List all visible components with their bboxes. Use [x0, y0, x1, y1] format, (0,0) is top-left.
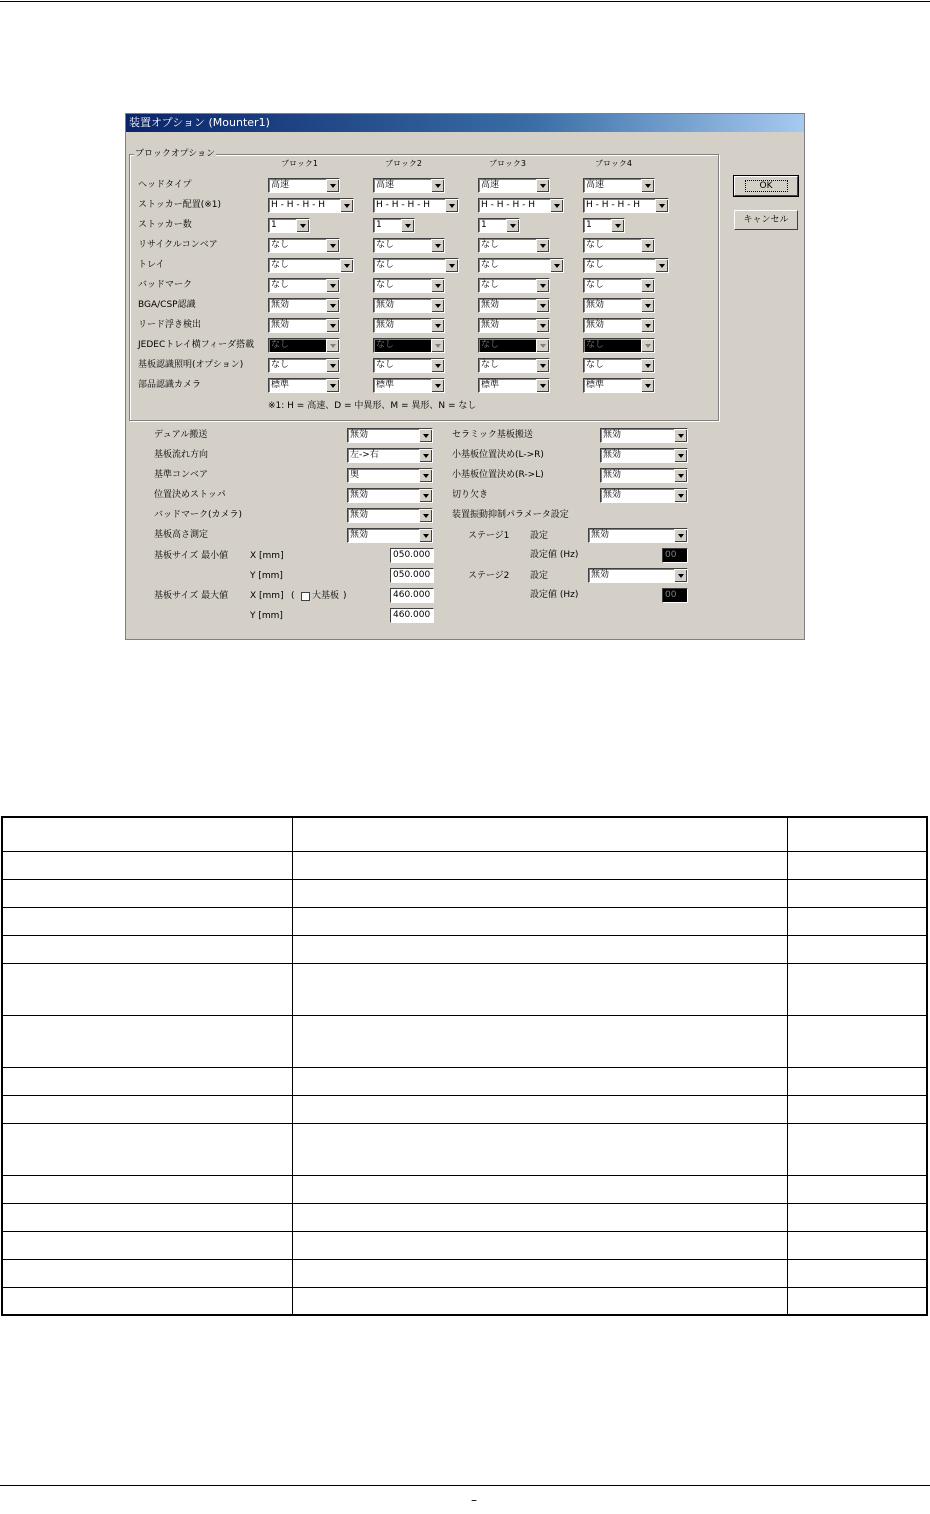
chevron-down-icon[interactable] — [326, 299, 339, 312]
table-cell — [2, 935, 293, 963]
block-header-4: ブロック4 — [595, 159, 632, 168]
footnote: ※1: H = 高速、D = 中異形、M = 異形、N = なし — [268, 401, 477, 411]
chevron-down-icon[interactable] — [419, 529, 432, 542]
setting-label: 切り欠き — [452, 490, 489, 500]
table-cell — [293, 907, 788, 935]
table-cell — [788, 1095, 927, 1123]
large-board-open-paren: ( — [291, 591, 295, 601]
table-cell — [293, 879, 788, 907]
table-row — [2, 1259, 927, 1287]
option-select[interactable]: H - H - H - H — [583, 198, 669, 213]
cancel-button[interactable]: キャンセル — [734, 210, 798, 230]
table-cell — [2, 879, 293, 907]
option-select[interactable]: なし — [583, 358, 655, 373]
chevron-down-icon[interactable] — [445, 199, 458, 212]
option-label: JEDECトレイ横フィーダ搭載 — [138, 340, 255, 350]
size-min-y-input[interactable]: 050.000 — [390, 568, 434, 583]
table-cell — [2, 1015, 293, 1067]
table-row — [2, 879, 927, 907]
option-select[interactable]: なし — [268, 258, 354, 273]
size-min-label: 基板サイズ 最小値 — [154, 551, 229, 561]
stage2-label: ステージ2 — [468, 571, 510, 581]
option-select[interactable]: 高速 — [268, 178, 340, 193]
option-select[interactable]: 1 — [268, 218, 310, 233]
stage2-hz-label: 設定値 (Hz) — [530, 590, 579, 600]
chevron-down-icon[interactable] — [326, 379, 339, 392]
table-cell — [293, 1015, 788, 1067]
option-select[interactable]: H - H - H - H — [373, 198, 459, 213]
table-cell — [293, 1203, 788, 1231]
option-select[interactable]: 無効 — [373, 318, 445, 333]
chevron-down-icon[interactable] — [340, 199, 353, 212]
table-cell — [2, 1259, 293, 1287]
stage2-setting-select[interactable]: 無効 — [588, 568, 688, 583]
table-row — [2, 1175, 927, 1203]
blank-table — [1, 816, 928, 1316]
table-row — [2, 1067, 927, 1095]
table-row — [2, 907, 927, 935]
chevron-down-icon[interactable] — [550, 199, 563, 212]
chevron-down-icon[interactable] — [655, 199, 668, 212]
setting-label: セラミック基板搬送 — [452, 430, 533, 440]
option-label: BGA/CSP認識 — [138, 300, 196, 310]
chevron-down-icon[interactable] — [536, 339, 549, 352]
option-select[interactable]: 無効 — [268, 318, 340, 333]
chevron-down-icon[interactable] — [611, 219, 624, 232]
table-cell — [293, 1259, 788, 1287]
size-max-x-input[interactable]: 460.000 — [390, 588, 434, 603]
table-cell — [2, 1123, 293, 1175]
option-select[interactable]: 無効 — [478, 318, 550, 333]
setting-select[interactable]: 無効 — [347, 488, 433, 503]
option-label: 基板認識照明(オプション) — [138, 360, 244, 370]
table-cell — [293, 1287, 788, 1315]
table-cell — [2, 1287, 293, 1315]
chevron-down-icon[interactable] — [445, 259, 458, 272]
setting-select[interactable]: 無効 — [347, 508, 433, 523]
option-label: バッドマーク — [138, 280, 193, 290]
chevron-down-icon[interactable] — [674, 449, 687, 462]
setting-label: 小基板位置決め(L->R) — [452, 450, 544, 460]
option-select[interactable]: 無効 — [583, 318, 655, 333]
option-select[interactable]: なし — [373, 358, 445, 373]
chevron-down-icon[interactable] — [296, 219, 309, 232]
chevron-down-icon[interactable] — [674, 489, 687, 502]
option-select[interactable]: なし — [478, 258, 564, 273]
table-cell — [293, 1175, 788, 1203]
chevron-down-icon[interactable] — [419, 449, 432, 462]
table-cell — [788, 1175, 927, 1203]
chevron-down-icon[interactable] — [340, 259, 353, 272]
setting-label: 小基板位置決め(R->L) — [452, 470, 544, 480]
option-select[interactable]: なし — [373, 238, 445, 253]
option-select[interactable]: なし — [583, 238, 655, 253]
table-cell — [293, 851, 788, 879]
table-row — [2, 817, 927, 851]
block-options-label: ブロックオプション — [135, 149, 216, 159]
table-cell — [788, 1231, 927, 1259]
table-cell — [293, 1123, 788, 1175]
block-header-2: ブロック2 — [385, 159, 422, 168]
setting-select[interactable]: 無効 — [600, 488, 688, 503]
table-cell — [2, 907, 293, 935]
stage1-label: ステージ1 — [468, 531, 510, 541]
large-board-label: 大基板 — [312, 591, 340, 601]
chevron-down-icon[interactable] — [674, 429, 687, 442]
setting-select[interactable]: 無効 — [600, 468, 688, 483]
size-max-y-input[interactable]: 460.000 — [390, 608, 434, 623]
chevron-down-icon[interactable] — [326, 239, 339, 252]
table-cell — [293, 1231, 788, 1259]
chevron-down-icon[interactable] — [506, 219, 519, 232]
table-cell — [788, 907, 927, 935]
chevron-down-icon[interactable] — [641, 359, 654, 372]
option-select[interactable]: なし — [478, 238, 550, 253]
table-cell — [788, 1259, 927, 1287]
option-label: リード浮き検出 — [138, 320, 202, 330]
size-max-y-label: Y [mm] — [250, 611, 283, 621]
option-select[interactable]: 高速 — [583, 178, 655, 193]
table-cell — [293, 935, 788, 963]
option-select[interactable]: なし — [268, 238, 340, 253]
chevron-down-icon[interactable] — [401, 219, 414, 232]
chevron-down-icon[interactable] — [674, 569, 687, 582]
table-cell — [2, 1175, 293, 1203]
chevron-down-icon[interactable] — [536, 239, 549, 252]
chevron-down-icon[interactable] — [641, 239, 654, 252]
table-row — [2, 1095, 927, 1123]
stage2-hz-input[interactable]: 00 — [662, 588, 688, 603]
setting-label: 位置決めストッパ — [154, 490, 226, 500]
table-row — [2, 1015, 927, 1067]
option-label: リサイクルコンベア — [138, 240, 218, 250]
chevron-down-icon[interactable] — [536, 179, 549, 192]
option-select[interactable]: 標準 — [268, 378, 340, 393]
chevron-down-icon[interactable] — [536, 279, 549, 292]
chevron-down-icon[interactable] — [326, 179, 339, 192]
chevron-down-icon[interactable] — [419, 509, 432, 522]
option-select[interactable]: 標準 — [478, 378, 550, 393]
option-select[interactable]: 無効 — [478, 298, 550, 313]
size-min-x-input[interactable]: 050.000 — [390, 548, 434, 563]
setting-label: 基板流れ方向 — [154, 450, 209, 460]
option-select[interactable]: なし — [583, 278, 655, 293]
table-cell — [293, 1095, 788, 1123]
size-min-x-label: X [mm] — [250, 551, 284, 561]
table-cell — [788, 1123, 927, 1175]
chevron-down-icon[interactable] — [674, 529, 687, 542]
size-max-x-label: X [mm] — [250, 591, 284, 601]
setting-label: バッドマーク(カメラ) — [154, 510, 243, 520]
option-select[interactable]: 標準 — [583, 378, 655, 393]
chevron-down-icon[interactable] — [431, 319, 444, 332]
table-cell — [788, 817, 927, 851]
option-select[interactable]: 1 — [478, 218, 520, 233]
table-cell — [788, 1287, 927, 1315]
option-select[interactable]: 1 — [583, 218, 625, 233]
table-cell — [2, 817, 293, 851]
option-select[interactable]: なし — [478, 338, 550, 353]
option-select[interactable]: 高速 — [373, 178, 445, 193]
block-header-1: ブロック1 — [281, 159, 318, 168]
option-select[interactable]: なし — [268, 338, 340, 353]
option-select[interactable]: なし — [478, 278, 550, 293]
ok-button[interactable]: OK — [734, 176, 798, 196]
option-label: ストッカー数 — [138, 220, 192, 230]
option-select[interactable]: なし — [478, 358, 550, 373]
option-select[interactable]: H - H - H - H — [478, 198, 564, 213]
chevron-down-icon[interactable] — [431, 239, 444, 252]
block-header-3: ブロック3 — [489, 159, 526, 168]
option-select[interactable]: なし — [268, 278, 340, 293]
table-cell — [788, 851, 927, 879]
option-select[interactable]: 1 — [373, 218, 415, 233]
setting-select[interactable]: 無効 — [600, 448, 688, 463]
chevron-down-icon[interactable] — [536, 319, 549, 332]
option-select[interactable]: なし — [373, 258, 459, 273]
setting-label: デュアル搬送 — [154, 430, 208, 440]
option-label: トレイ — [138, 260, 165, 270]
option-select[interactable]: 標準 — [373, 378, 445, 393]
chevron-down-icon[interactable] — [641, 179, 654, 192]
table-row — [2, 851, 927, 879]
chevron-down-icon[interactable] — [641, 299, 654, 312]
chevron-down-icon[interactable] — [431, 379, 444, 392]
chevron-down-icon[interactable] — [536, 359, 549, 372]
table-cell — [788, 1067, 927, 1095]
chevron-down-icon[interactable] — [431, 179, 444, 192]
stage1-hz-label: 設定値 (Hz) — [530, 550, 579, 560]
chevron-down-icon[interactable] — [674, 469, 687, 482]
chevron-down-icon[interactable] — [641, 319, 654, 332]
page-number: – — [471, 1493, 477, 1507]
table-cell — [293, 817, 788, 851]
size-min-y-label: Y [mm] — [250, 571, 283, 581]
chevron-down-icon[interactable] — [326, 359, 339, 372]
table-cell — [788, 879, 927, 907]
size-max-label: 基板サイズ 最大値 — [154, 591, 229, 601]
table-cell — [788, 1203, 927, 1231]
large-board-close-paren: ) — [343, 591, 347, 601]
chevron-down-icon[interactable] — [536, 379, 549, 392]
option-select[interactable]: H - H - H - H — [268, 198, 354, 213]
table-cell — [293, 1067, 788, 1095]
setting-label: 基準コンベア — [154, 470, 209, 480]
table-row — [2, 1231, 927, 1259]
option-select[interactable]: なし — [583, 258, 669, 273]
table-cell — [788, 963, 927, 1015]
top-rule — [0, 1, 930, 2]
setting-select[interactable]: 無効 — [347, 428, 433, 443]
table-row — [2, 1203, 927, 1231]
option-label: ストッカー配置(※1) — [138, 200, 222, 210]
table-row — [2, 935, 927, 963]
option-label: 部品認識カメラ — [138, 380, 202, 390]
chevron-down-icon[interactable] — [431, 339, 444, 352]
table-cell — [788, 935, 927, 963]
option-select[interactable]: 無効 — [268, 298, 340, 313]
table-cell — [2, 1203, 293, 1231]
chevron-down-icon[interactable] — [431, 299, 444, 312]
table-cell — [2, 1095, 293, 1123]
setting-label: 基板高さ測定 — [154, 530, 209, 540]
stage1-setting-select[interactable]: 無効 — [588, 528, 688, 543]
stage1-setting-label: 設定 — [530, 531, 549, 541]
option-select[interactable]: 無効 — [583, 298, 655, 313]
chevron-down-icon[interactable] — [431, 279, 444, 292]
option-select[interactable]: 無効 — [373, 298, 445, 313]
stage2-setting-label: 設定 — [530, 571, 549, 581]
chevron-down-icon[interactable] — [326, 319, 339, 332]
table-row — [2, 963, 927, 1015]
vibration-settings-title: 装置振動抑制パラメータ設定 — [452, 510, 569, 520]
table-cell — [2, 1231, 293, 1259]
dialog-title: 装置オプション (Mounter1) — [126, 114, 804, 132]
setting-select[interactable]: 奥 — [347, 468, 433, 483]
table-cell — [2, 963, 293, 1015]
chevron-down-icon[interactable] — [419, 469, 432, 482]
table-cell — [788, 1015, 927, 1067]
option-select[interactable]: 高速 — [478, 178, 550, 193]
chevron-down-icon[interactable] — [431, 359, 444, 372]
option-select[interactable]: なし — [583, 338, 655, 353]
setting-select[interactable]: 無効 — [600, 428, 688, 443]
option-label: ヘッドタイプ — [138, 180, 192, 190]
table-row — [2, 1123, 927, 1175]
option-select[interactable]: なし — [373, 278, 445, 293]
chevron-down-icon[interactable] — [419, 429, 432, 442]
setting-select[interactable]: 左->右 — [347, 448, 433, 463]
chevron-down-icon[interactable] — [419, 489, 432, 502]
chevron-down-icon[interactable] — [326, 279, 339, 292]
table-cell — [293, 963, 788, 1015]
table-cell — [2, 1067, 293, 1095]
option-select[interactable]: なし — [373, 338, 445, 353]
stage1-hz-input[interactable]: 00 — [662, 548, 688, 563]
chevron-down-icon[interactable] — [641, 379, 654, 392]
chevron-down-icon[interactable] — [655, 259, 668, 272]
option-select[interactable]: なし — [268, 358, 340, 373]
chevron-down-icon[interactable] — [550, 259, 563, 272]
chevron-down-icon[interactable] — [641, 339, 654, 352]
chevron-down-icon[interactable] — [641, 279, 654, 292]
table-cell — [2, 851, 293, 879]
table-row — [2, 1287, 927, 1315]
chevron-down-icon[interactable] — [536, 299, 549, 312]
setting-select[interactable]: 無効 — [347, 528, 433, 543]
device-options-dialog — [125, 113, 805, 640]
chevron-down-icon[interactable] — [326, 339, 339, 352]
footer-rule — [0, 1485, 930, 1486]
large-board-checkbox[interactable] — [301, 592, 310, 601]
